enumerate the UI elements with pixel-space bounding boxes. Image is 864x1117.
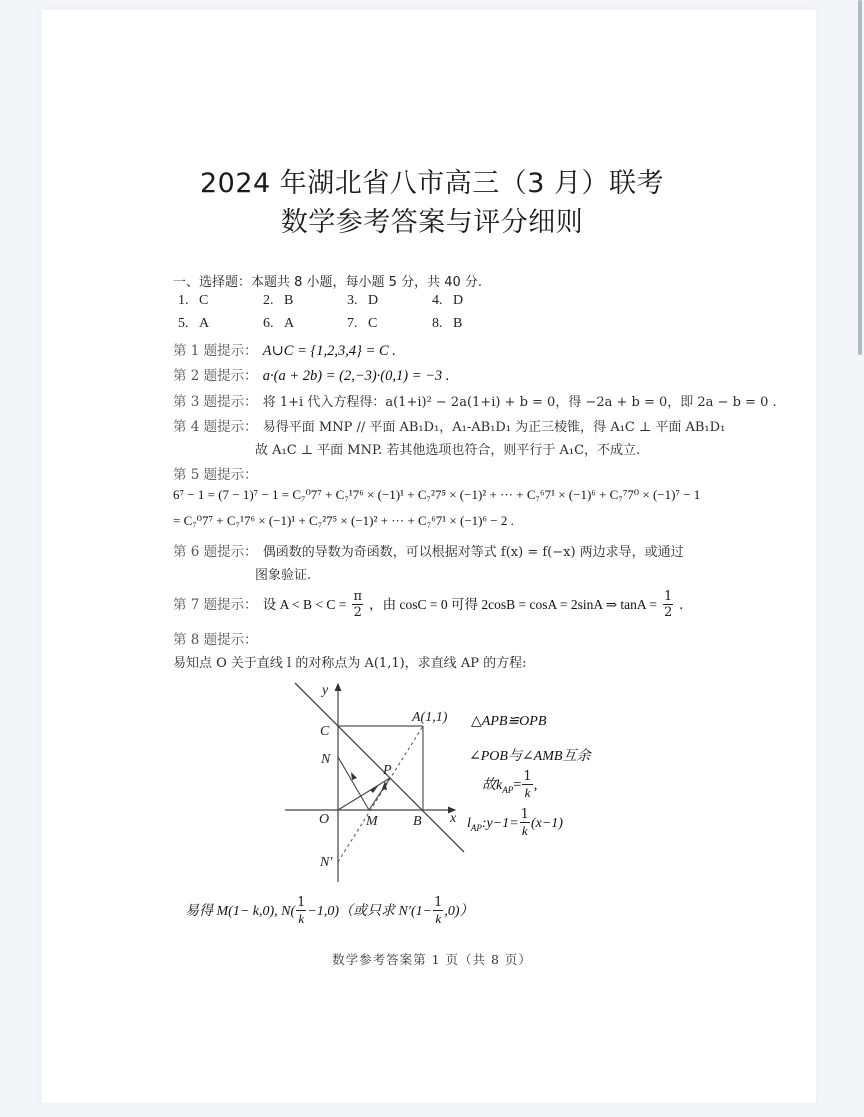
hint-label: 第 1 题提示： [173,343,258,359]
conclusion-line: 易得 M(1− k,0), N( $\frac{1}{k}$ −1,0)（或只求 N′(1− $\frac{1}{k}$ ,0)） [185,895,474,926]
arrow-MN-icon [351,772,357,780]
fraction-pi-over-2: $\frac{\pi}{2}$ [353,589,363,620]
hint-formula: A∪C = {1,2,3,4} = C . [262,343,396,359]
label-O: O [319,812,330,827]
hint-text: 易得平面 MNP // 平面 AB₁D₁，A₁-AB₁D₁ 为正三棱锥，得 A₁C ⊥ 平面 AB₁D₁ [262,420,726,435]
answer-item: 7. C [347,316,378,331]
answer-item: 4. D [432,293,464,308]
hint-label: 第 6 题提示： [173,544,258,560]
hint-text: 偶函数的导数为奇函数，可以根据对等式 f(x) = f(−x) 两边求导，或通过 [262,545,684,560]
hint-q8-line1: 易知点 O 关于直线 l 的对称点为 A(1,1)，求直线 AP 的方程: [173,656,527,671]
hint-q8-label: 第 8 题提示： [173,632,258,648]
hint-q6-line2: 图象验证. [255,568,312,583]
hint-label: 第 4 题提示： [173,419,258,435]
label-P: P [383,763,392,778]
note-congruent: △APB≌OPB [471,714,547,729]
label-C: C [320,724,330,739]
hint-q4-line2: 故 A₁C ⊥ 平面 MNP. 若其他选项也符合，则平行于 A₁C，不成立. [255,443,641,458]
label-x-axis: x [450,811,457,826]
dashed-line-NprimeA [338,726,423,862]
hint-q7: 第 7 题提示： 设 A < B < C = $\frac{\pi}{2}$ ，由 cosC = 0 可得 2cosB = cosA = 2sinA ⇒ tanA = $\frac{1}{2}$ . [173,589,683,620]
hint-q5-label: 第 5 题提示： [173,467,258,483]
note-complementary: ∠POB与∠AMB互余 [469,749,591,764]
label-A: A(1,1) [412,710,448,725]
answer-item: 1. C [178,293,209,308]
page-subtitle: 数学参考答案与评分细则 [280,207,584,238]
hint-label: 第 2 题提示： [173,368,258,384]
answer-item: 3. D [347,293,379,308]
label-N: N [321,752,331,767]
hint-formula: a·(a + 2b) = (2,−3)·(0,1) = −3 . [262,368,450,384]
answer-item: 5. A [178,316,210,331]
note-line-equation: $l_{AP}:y-1=$ $\frac{1}{k}$ (x−1) [467,807,563,838]
label-B: B [413,814,422,829]
hint-label: 第 3 题提示： [173,394,258,410]
hint-text: 将 1+i 代入方程得：a(1+i)² − 2a(1+i) + b = 0，得 −2a + b = 0，即 2a − b = 0 . [262,395,777,410]
hint-q5-line2: = C₇⁰7⁷ + C₇¹7⁶ × (−1)¹ + C₇²7⁵ × (−1)² + ··· + C₇⁶7¹ × (−1)⁶ − 2 . [173,513,514,528]
hint-q5-line1: 6⁷ − 1 = (7 − 1)⁷ − 1 = C₇⁰7⁷ + C₇¹7⁶ × (−1)¹ + C₇²7⁵ × (−1)² + ··· + C₇⁶7¹ × (−1)⁶ + C₇⁷7⁰ × (−1)⁷ − 1 [173,487,701,502]
label-M: M [366,814,378,829]
arrow-OP-icon [370,786,378,793]
answer-item: 6. A [263,316,295,331]
note-slope: 故$k_{AP}=$ $\frac{1}{k}$ , [482,769,538,800]
page-title: 2024 年湖北省八市高三（3 月）联考 [199,168,665,199]
ray-MN [338,757,369,810]
page-footer: 数学参考答案第 1 页（共 8 页） [332,952,532,967]
ray-PM [369,778,390,810]
answer-item: 2. B [263,293,294,308]
section-heading: 一、选择题：本题共 8 小题，每小题 5 分，共 40 分. [173,275,483,290]
label-y-axis: y [322,683,329,698]
answer-item: 8. B [432,316,463,331]
ray-OP [338,778,390,810]
hint-label: 第 7 题提示： [173,597,258,613]
fraction-one-half: $\frac{1}{2}$ [663,589,673,620]
label-N-prime: N′ [320,855,333,870]
